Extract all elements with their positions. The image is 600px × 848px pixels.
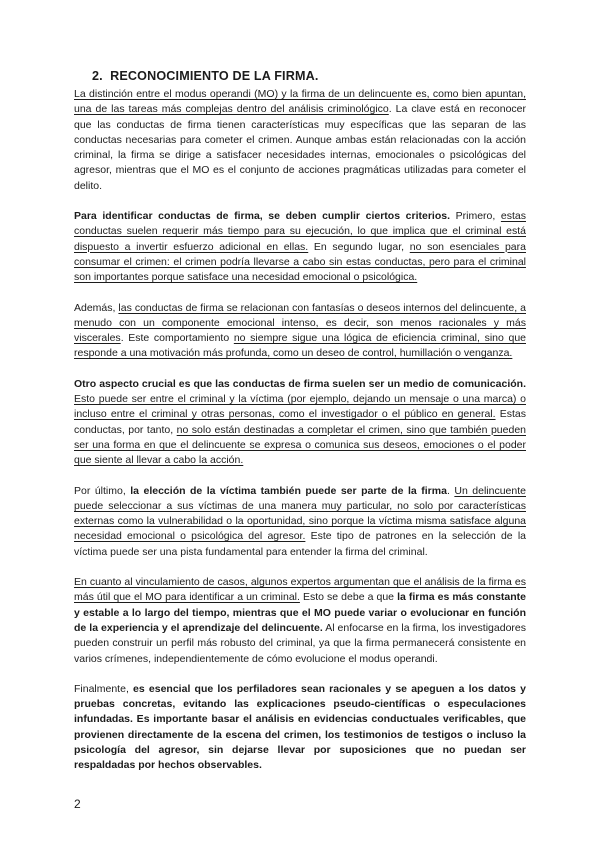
body-text: Estas conductas, por tanto, bbox=[74, 408, 526, 436]
body-text: . La clave está en reconocer que las conductas de firma tienen características muy específicas que las separan de las conductas necesarias para cometer el crimen. Aunque ambas están relacionadas con la acción criminal, la firma se dirige a satisfacer necesidades internas, emocionales o psicológicas del agresor, mientras que el MO es el conjunto de acciones pragmáticas utilizadas para cometer el delito. bbox=[74, 103, 526, 192]
bold-text: la firma es más constante y estable a lo largo del tiempo, mientras que el MO puede variar o evolucionar en función de la experiencia y el aprendizaje del delincuente. bbox=[74, 591, 526, 634]
bold-text: Otro aspecto crucial es que las conductas de firma suelen ser un medio de comunicación. bbox=[74, 377, 526, 390]
document-page bbox=[74, 68, 526, 774]
paragraph-6 bbox=[74, 575, 526, 667]
paragraph-1 bbox=[74, 87, 526, 194]
underlined-text: La distinción entre el modus operandi (MO) y la firma de un delincuente es, como bien apuntan, una de las tareas más complejas dentro del análisis criminológico bbox=[74, 88, 526, 116]
underlined-text: Esto puede ser entre el criminal y la víctima (por ejemplo, dejando un mensaje o una marca) o incluso entre el criminal y otras personas, como el investigador o el público en general. bbox=[74, 393, 526, 421]
underlined-text: En cuanto al vinculamiento de casos, algunos expertos argumentan que el análisis de la firma es más útil que el MO para identificar a un criminal. bbox=[74, 576, 526, 604]
bold-text: la elección de la víctima también puede ser parte de la firma bbox=[130, 484, 447, 497]
bold-text: Para identificar conductas de firma, se deben cumplir ciertos criterios. bbox=[74, 210, 451, 223]
paragraph-5 bbox=[74, 484, 526, 560]
bold-text: es esencial que los perfiladores sean racionales y se apeguen a los datos y pruebas concretas, evitando las explicaciones pseudo-científicas o especulaciones infundadas. Es importante basar el análisis en evidencias conductuales verificables, que provienen directamente de la escena del crimen, los testimonios de testigos o incluso la psicología del agresor, sin dejarse llevar por suposiciones que no puedan ser respaldadas por hechos observables. bbox=[74, 682, 526, 772]
body-text: En segundo lugar, bbox=[308, 240, 410, 253]
page-number: 2 bbox=[74, 797, 81, 811]
body-text: Por último, bbox=[74, 484, 131, 497]
paragraph-4 bbox=[74, 377, 526, 469]
body-text: Al enfocarse en la firma, los investigadores pueden construir un perfil más robusto del criminal, ya que la firma permanecerá consistente en varios crímenes, independientemente de cómo evolucione el modus operandi. bbox=[74, 621, 526, 665]
section-heading bbox=[92, 68, 526, 84]
body-text: Esto se debe a que bbox=[299, 591, 398, 604]
underlined-text: no son esenciales para consumar el crimen: el crimen podría llevarse a cabo sin estas conductas, pero para el criminal son importantes porque satisface una necesidad emocional o psicológica. bbox=[74, 240, 526, 284]
body-text: Finalmente, bbox=[74, 682, 134, 695]
paragraph-2 bbox=[74, 209, 526, 285]
body-text: Este tipo de patrones en la selección de la víctima puede ser una pista fundamental para entender la firma del criminal. bbox=[74, 530, 526, 558]
paragraph-3 bbox=[74, 301, 526, 362]
underlined-text: las conductas de firma se relacionan con fantasías o deseos internos del delincuente, a menudo con un componente emocional intenso, es decir, son menos racionales y más viscerales bbox=[74, 301, 526, 345]
underlined-text: no siempre sigue una lógica de eficiencia criminal, sino que responde a una motivación más profunda, como un deseo de control, humillación o venganza. bbox=[74, 332, 526, 360]
body-text: . bbox=[446, 484, 455, 497]
underlined-text: estas conductas suelen requerir más tiempo para su ejecución, lo que implica que el criminal está dispuesto a invertir esfuerzo adicional en ellas. bbox=[74, 210, 526, 253]
paragraph-7 bbox=[74, 682, 526, 774]
body-text: Además, bbox=[74, 301, 119, 314]
underlined-text: no solo están destinadas a completar el crimen, sino que también pueden ser una forma en que el delincuente se expresa o comunica sus deseos, emociones o el poder que siente al llevar a cabo la acción. bbox=[74, 423, 526, 467]
section-title: RECONOCIMIENTO DE LA FIRMA. bbox=[110, 69, 319, 83]
body-text: Primero, bbox=[450, 210, 501, 223]
body-text: . Este comportamiento bbox=[120, 332, 234, 345]
section-number: 2. bbox=[92, 69, 103, 83]
underlined-text: Un delincuente puede seleccionar a sus víctimas de una manera muy particular, no solo por características externas como la vulnerabilidad o la oportunidad, sino porque la víctima misma satisface alguna necesidad emocional o psicológica del agresor. bbox=[74, 484, 526, 543]
